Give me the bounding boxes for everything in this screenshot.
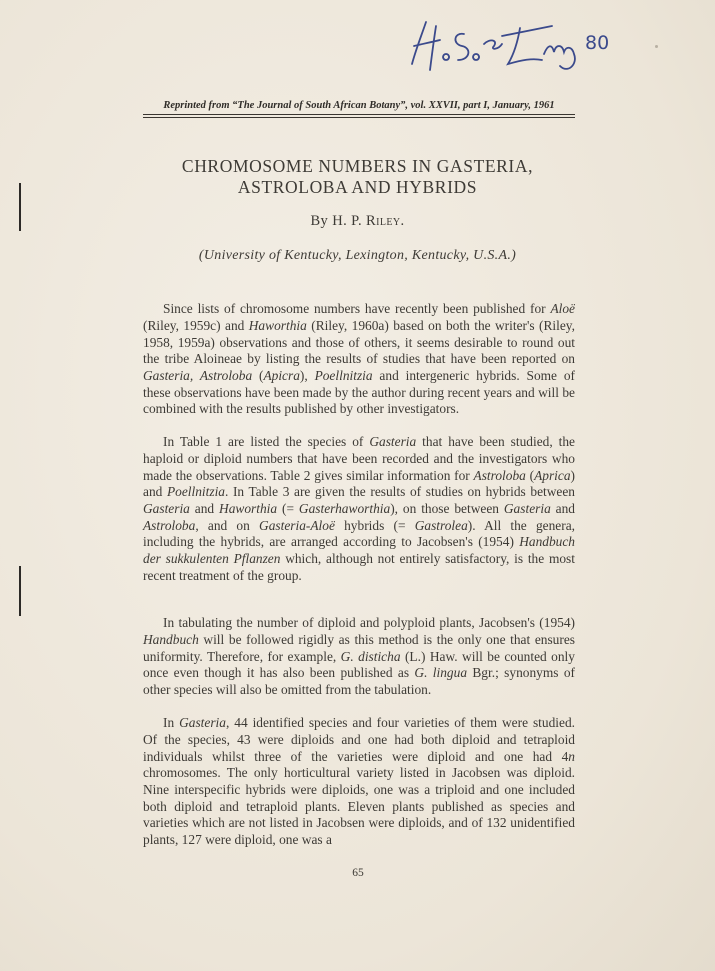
paragraph-1: Since lists of chromosome numbers have recently been published for Aloë (Riley, 1959c) and Haworthia (Riley, 1960a) based on both the writer's (Riley, 1958, 1959a) observations and those of others, it seems desirable to round out the tribe Aloineae by listing the results of studies that have been reported on Gasteria, Astroloba (Apicra), Poellnitzia and intergeneric hybrids. Some of these observations have been made by the author during recent years and will be combined with the results published by other investigators. — [143, 301, 575, 417]
paragraph-2: In Table 1 are listed the species of Gasteria that have been studied, the haploid or diploid numbers that have been recorded and the investigators who made the observations. Table 2 gives similar information for Astroloba (Aprica) and Poellnitzia. In Table 3 are given the results of studies on hybrids between Gasteria and Haworthia (= Gasterhaworthia), on those between Gasteria and Astroloba, and on Gasteria-Aloë hybrids (= Gastrolea). All the genera, including the hybrids, are arranged according to Jacobsen's (1954) Handbuch der sukkulenten Pflanzen which, although not entirely satisfactory, is the most recent treatment of the group. — [143, 434, 576, 583]
margin-mark — [19, 183, 21, 231]
author-surname: Riley. — [366, 213, 405, 229]
paragraph-4: In Gasteria, 44 identified species and four varieties of them were studied. Of the species, 43 were diploids and one had both diploid and tetraploid individuals whilst three of the varieties were diploid and one had 4n chromosomes. The only horticultural variety listed in Jacobsen was diploid. Nine interspecific hybrids were diploids, one was a triploid and one included both diploid and tetraploid plants. Eleven plants published as species and varieties which are not listed in Jacobsen were diploids, and of 132 unidentified plants, 127 were diploid, one was a — [143, 715, 575, 847]
paper-speck — [655, 45, 658, 48]
signature-number: 80 — [585, 32, 610, 54]
author-line — [120, 213, 595, 230]
affiliation: (University of Kentucky, Lexington, Kentucky, U.S.A.) — [198, 248, 517, 263]
title-line-2: ASTROLOBA AND HYBRIDS — [237, 177, 478, 197]
article-title — [120, 156, 595, 198]
page-number: 65 — [352, 867, 364, 879]
author-prefix: By H. P. — [310, 213, 367, 229]
margin-mark — [19, 566, 21, 616]
paragraph-3: In tabulating the number of diploid and polyploid plants, Jacobsen's (1954) Handbuch will be followed rigidly as this method is the only one that ensures uniformity. Therefore, for example, G. disticha (L.) Haw. will be counted only once even though it has also been published as G. lingua Bgr.; synonyms of other species will also be omitted from the tabulation. — [143, 615, 575, 698]
header-rule — [143, 114, 575, 115]
header-rule-thin — [143, 117, 575, 118]
reprint-header: Reprinted from “The Journal of South African Botany”, vol. XXVII, part I, January, 1961 — [163, 100, 555, 111]
title-line-1: CHROMOSOME NUMBERS IN GASTERIA, — [181, 156, 534, 176]
